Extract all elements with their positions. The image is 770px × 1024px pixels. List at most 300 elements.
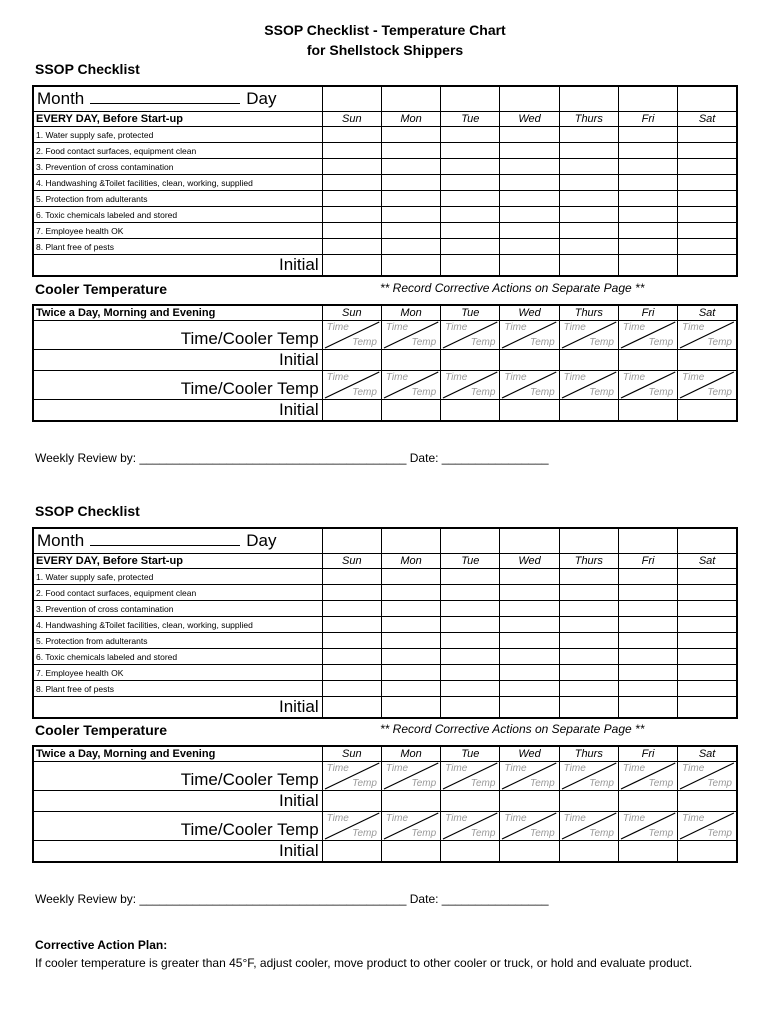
time-temp-cell-sun[interactable] [322, 762, 381, 791]
cooler-initial-sun-cell[interactable] [322, 400, 381, 422]
day-header-sat: Sat [678, 746, 737, 762]
checklist-item-row [33, 159, 737, 175]
time-hint: Time [504, 372, 527, 383]
time-hint: Time [385, 813, 409, 824]
cooler-initial-wed-cell[interactable] [500, 791, 559, 812]
month-blank-line[interactable] [90, 531, 240, 546]
initial-tue-cell[interactable] [441, 697, 500, 719]
checklist-item-row [33, 585, 737, 601]
cooler-initial-thurs-cell[interactable] [559, 841, 618, 863]
checklist-item-8-thurs-cell[interactable] [559, 239, 618, 255]
checklist-item-7-mon-cell[interactable] [381, 223, 440, 239]
month-row-thurs-cell[interactable] [559, 86, 618, 112]
initial-mon-cell[interactable] [381, 255, 440, 277]
checklist-item-7-wed-cell[interactable] [500, 223, 559, 239]
checklist-item-5-sat-cell[interactable] [678, 633, 737, 649]
checklist-item-label: 7. Employee health OK [33, 665, 322, 681]
time-temp-cell-thurs[interactable] [559, 371, 618, 400]
checklist-item-4-mon-cell[interactable] [381, 175, 440, 191]
cooler-initial-label: Initial [33, 791, 322, 812]
cooler-initial-sat-cell[interactable] [678, 400, 737, 422]
checklist-item-4-tue-cell[interactable] [441, 617, 500, 633]
day-header-fri: Fri [618, 305, 677, 321]
checklist-item-7-tue-cell[interactable] [441, 223, 500, 239]
time-hint: Time [622, 763, 646, 774]
time-temp-cell-sun[interactable] [322, 812, 381, 841]
time-temp-cell-fri[interactable] [618, 762, 677, 791]
ssop-checklist-title-2: SSOP Checklist [35, 503, 140, 519]
cooler-initial-tue-cell[interactable] [441, 350, 500, 371]
month-row [33, 528, 737, 554]
checklist-item-6-sun-cell[interactable] [322, 207, 381, 223]
temp-hint: Temp [411, 778, 437, 789]
checklist-item-2-sat-cell[interactable] [678, 585, 737, 601]
time-temp-cell-fri[interactable] [618, 812, 677, 841]
month-row-sun-cell[interactable] [322, 528, 381, 554]
checklist-item-7-thurs-cell[interactable] [559, 223, 618, 239]
checklist-item-7-thurs-cell[interactable] [559, 665, 618, 681]
cooler-initial-fri-cell[interactable] [618, 791, 677, 812]
initial-sun-cell[interactable] [322, 697, 381, 719]
cooler-initial-sun-cell[interactable] [322, 791, 381, 812]
checklist-item-2-tue-cell[interactable] [441, 585, 500, 601]
checklist-item-1-mon-cell[interactable] [381, 127, 440, 143]
checklist-item-2-sun-cell[interactable] [322, 143, 381, 159]
month-row-sun-cell[interactable] [322, 86, 381, 112]
checklist-item-3-wed-cell[interactable] [500, 159, 559, 175]
time-temp-cell-tue[interactable] [441, 321, 500, 350]
checklist-item-2-fri-cell[interactable] [618, 585, 677, 601]
cooler-initial-wed-cell[interactable] [500, 350, 559, 371]
day-header-tue: Tue [441, 112, 500, 127]
checklist-item-label: 1. Water supply safe, protected [33, 127, 322, 143]
checklist-item-8-tue-cell[interactable] [441, 681, 500, 697]
day-header-sun: Sun [322, 112, 381, 127]
cooler-initial-thurs-cell[interactable] [559, 350, 618, 371]
cooler-header-row [33, 746, 737, 762]
day-header-sat: Sat [678, 554, 737, 569]
cooler-initial-row [33, 841, 737, 863]
time-temp-cell-wed[interactable] [500, 762, 559, 791]
checklist-item-label: 3. Prevention of cross contamination [33, 159, 322, 175]
checklist-item-5-mon-cell[interactable] [381, 191, 440, 207]
checklist-item-6-wed-cell[interactable] [500, 207, 559, 223]
month-day-field [33, 86, 322, 112]
checklist-item-7-sat-cell[interactable] [678, 665, 737, 681]
cooler-initial-label: Initial [33, 400, 322, 422]
time-temp-cell-tue[interactable] [441, 762, 500, 791]
temp-hint: Temp [589, 387, 614, 398]
checklist-item-6-tue-cell[interactable] [441, 207, 500, 223]
time-temp-cell-sat[interactable] [678, 371, 737, 400]
checklist-item-3-thurs-cell[interactable] [559, 159, 618, 175]
time-temp-cell-sat[interactable] [678, 812, 737, 841]
month-blank-line[interactable] [90, 89, 240, 104]
checklist-item-5-wed-cell[interactable] [500, 191, 559, 207]
checklist-item-4-thurs-cell[interactable] [559, 617, 618, 633]
time-hint: Time [504, 322, 527, 333]
temp-hint: Temp [530, 778, 555, 789]
month-row-fri-cell[interactable] [618, 86, 677, 112]
checklist-item-label: 1. Water supply safe, protected [33, 569, 322, 585]
day-header-wed: Wed [500, 554, 559, 569]
time-temp-cell-wed[interactable] [500, 321, 559, 350]
initial-row [33, 255, 737, 277]
checklist-item-1-fri-cell[interactable] [618, 569, 677, 585]
checklist-item-6-sat-cell[interactable] [678, 649, 737, 665]
month-day-field [33, 528, 322, 554]
checklist-item-2-fri-cell[interactable] [618, 143, 677, 159]
cooler-initial-tue-cell[interactable] [441, 791, 500, 812]
checklist-item-row [33, 601, 737, 617]
checklist-item-row [33, 127, 737, 143]
checklist-item-3-tue-cell[interactable] [441, 159, 500, 175]
time-hint: Time [622, 372, 646, 383]
cooler-initial-mon-cell[interactable] [381, 791, 440, 812]
checklist-item-8-wed-cell[interactable] [500, 239, 559, 255]
month-row-tue-cell[interactable] [441, 86, 500, 112]
initial-thurs-cell[interactable] [559, 255, 618, 277]
temp-hint: Temp [352, 828, 377, 839]
checklist-item-8-tue-cell[interactable] [441, 239, 500, 255]
checklist-item-label: 4. Handwashing &Toilet facilities, clean, working, supplied [33, 175, 322, 191]
initial-tue-cell[interactable] [441, 255, 500, 277]
cooler-header-row [33, 305, 737, 321]
temp-hint: Temp [530, 337, 555, 348]
checklist-item-5-sun-cell[interactable] [322, 633, 381, 649]
temp-hint: Temp [411, 828, 437, 839]
checklist-item-3-sat-cell[interactable] [678, 159, 737, 175]
checklist-item-4-thurs-cell[interactable] [559, 175, 618, 191]
checklist-item-row [33, 665, 737, 681]
time-temp-cell-mon[interactable] [381, 812, 440, 841]
time-temp-cell-tue[interactable] [441, 371, 500, 400]
checklist-item-8-thurs-cell[interactable] [559, 681, 618, 697]
time-temp-cell-tue[interactable] [441, 812, 500, 841]
temp-hint: Temp [648, 387, 674, 398]
checklist-item-8-mon-cell[interactable] [381, 239, 440, 255]
temp-hint: Temp [530, 828, 555, 839]
checklist-item-4-tue-cell[interactable] [441, 175, 500, 191]
checklist-item-6-mon-cell[interactable] [381, 649, 440, 665]
cooler-initial-row [33, 350, 737, 371]
checklist-item-3-sat-cell[interactable] [678, 601, 737, 617]
time-hint: Time [385, 763, 409, 774]
temp-hint: Temp [648, 337, 674, 348]
checklist-item-row [33, 175, 737, 191]
checklist-item-8-wed-cell[interactable] [500, 681, 559, 697]
time-temp-cell-mon[interactable] [381, 762, 440, 791]
month-row-mon-cell[interactable] [381, 86, 440, 112]
day-header-wed: Wed [500, 112, 559, 127]
temp-hint: Temp [470, 337, 496, 348]
checklist-item-3-sun-cell[interactable] [322, 159, 381, 175]
cooler-initial-mon-cell[interactable] [381, 400, 440, 422]
time-hint: Time [385, 322, 409, 333]
cooler-initial-mon-cell[interactable] [381, 841, 440, 863]
time-temp-cell-fri[interactable] [618, 321, 677, 350]
checklist-item-1-sun-cell[interactable] [322, 569, 381, 585]
time-hint: Time [682, 322, 705, 333]
checklist-header: EVERY DAY, Before Start-up [33, 554, 322, 569]
checklist-item-label: 6. Toxic chemicals labeled and stored [33, 207, 322, 223]
checklist-item-2-sun-cell[interactable] [322, 585, 381, 601]
checklist-item-6-sat-cell[interactable] [678, 207, 737, 223]
checklist-item-5-tue-cell[interactable] [441, 633, 500, 649]
checklist-item-2-thurs-cell[interactable] [559, 585, 618, 601]
initial-mon-cell[interactable] [381, 697, 440, 719]
checklist-item-5-thurs-cell[interactable] [559, 191, 618, 207]
checklist-item-5-mon-cell[interactable] [381, 633, 440, 649]
checklist-item-3-tue-cell[interactable] [441, 601, 500, 617]
checklist-item-3-thurs-cell[interactable] [559, 601, 618, 617]
checklist-item-8-fri-cell[interactable] [618, 239, 677, 255]
checklist-item-4-wed-cell[interactable] [500, 175, 559, 191]
day-header-fri: Fri [618, 746, 677, 762]
initial-label: Initial [33, 697, 322, 719]
initial-sat-cell[interactable] [678, 697, 737, 719]
checklist-item-2-wed-cell[interactable] [500, 143, 559, 159]
cooler-initial-tue-cell[interactable] [441, 841, 500, 863]
initial-fri-cell[interactable] [618, 255, 677, 277]
initial-sun-cell[interactable] [322, 255, 381, 277]
month-row-mon-cell[interactable] [381, 528, 440, 554]
initial-row [33, 697, 737, 719]
initial-sat-cell[interactable] [678, 255, 737, 277]
checklist-item-4-mon-cell[interactable] [381, 617, 440, 633]
time-hint: Time [682, 372, 705, 383]
initial-wed-cell[interactable] [500, 697, 559, 719]
checklist-item-4-sun-cell[interactable] [322, 617, 381, 633]
checklist-item-8-sun-cell[interactable] [322, 239, 381, 255]
checklist-item-1-sun-cell[interactable] [322, 127, 381, 143]
checklist-item-6-mon-cell[interactable] [381, 207, 440, 223]
day-header-thurs: Thurs [559, 305, 618, 321]
month-row-sat-cell[interactable] [678, 86, 737, 112]
time-temp-cell-sat[interactable] [678, 321, 737, 350]
day-header-mon: Mon [381, 112, 440, 127]
temp-hint: Temp [589, 828, 614, 839]
cooler-initial-row [33, 400, 737, 422]
cooler-initial-fri-cell[interactable] [618, 350, 677, 371]
corrective-note-1: ** Record Corrective Actions on Separate Page ** [380, 281, 645, 295]
cooler-initial-fri-cell[interactable] [618, 400, 677, 422]
initial-thurs-cell[interactable] [559, 697, 618, 719]
time-hint: Time [326, 372, 349, 383]
checklist-item-6-thurs-cell[interactable] [559, 649, 618, 665]
checklist-item-1-fri-cell[interactable] [618, 127, 677, 143]
checklist-item-8-mon-cell[interactable] [381, 681, 440, 697]
temp-hint: Temp [352, 778, 377, 789]
checklist-item-6-thurs-cell[interactable] [559, 207, 618, 223]
day-header-sat: Sat [678, 305, 737, 321]
day-header-sun: Sun [322, 554, 381, 569]
checklist-item-7-fri-cell[interactable] [618, 223, 677, 239]
checklist-item-5-fri-cell[interactable] [618, 191, 677, 207]
time-hint: Time [622, 322, 646, 333]
checklist-item-6-sun-cell[interactable] [322, 649, 381, 665]
checklist-item-7-sun-cell[interactable] [322, 665, 381, 681]
day-header-tue: Tue [441, 305, 500, 321]
checklist-item-label: 5. Protection from adulterants [33, 633, 322, 649]
time-temp-cell-sun[interactable] [322, 321, 381, 350]
checklist-item-2-wed-cell[interactable] [500, 585, 559, 601]
checklist-item-7-wed-cell[interactable] [500, 665, 559, 681]
temp-hint: Temp [707, 828, 732, 839]
checklist-item-1-sat-cell[interactable] [678, 569, 737, 585]
time-hint: Time [504, 763, 527, 774]
corrective-action-plan-text: If cooler temperature is greater than 45°F, adjust cooler, move product to other cooler or truck, or hold and evaluate product. [35, 956, 693, 970]
checklist-item-4-wed-cell[interactable] [500, 617, 559, 633]
checklist-item-6-fri-cell[interactable] [618, 207, 677, 223]
time-hint: Time [445, 813, 468, 824]
checklist-item-5-sun-cell[interactable] [322, 191, 381, 207]
checklist-item-7-fri-cell[interactable] [618, 665, 677, 681]
checklist-item-label: 7. Employee health OK [33, 223, 322, 239]
checklist-item-7-sat-cell[interactable] [678, 223, 737, 239]
time-temp-cell-mon[interactable] [381, 321, 440, 350]
checklist-item-2-tue-cell[interactable] [441, 143, 500, 159]
month-row-wed-cell[interactable] [500, 86, 559, 112]
cooler-initial-fri-cell[interactable] [618, 841, 677, 863]
ssop-checklist-title-1: SSOP Checklist [35, 61, 140, 77]
month-row-wed-cell[interactable] [500, 528, 559, 554]
time-temp-cell-fri[interactable] [618, 371, 677, 400]
checklist-item-1-mon-cell[interactable] [381, 569, 440, 585]
checklist-item-1-thurs-cell[interactable] [559, 127, 618, 143]
checklist-item-8-sun-cell[interactable] [322, 681, 381, 697]
day-header-mon: Mon [381, 554, 440, 569]
month-row-sat-cell[interactable] [678, 528, 737, 554]
checklist-item-6-tue-cell[interactable] [441, 649, 500, 665]
cooler-initial-mon-cell[interactable] [381, 350, 440, 371]
cooler-initial-sat-cell[interactable] [678, 841, 737, 863]
checklist-item-3-mon-cell[interactable] [381, 159, 440, 175]
checklist-item-5-tue-cell[interactable] [441, 191, 500, 207]
checklist-item-2-mon-cell[interactable] [381, 143, 440, 159]
day-label: Day [246, 531, 277, 550]
checklist-item-2-thurs-cell[interactable] [559, 143, 618, 159]
time-temp-cell-wed[interactable] [500, 812, 559, 841]
checklist-item-5-wed-cell[interactable] [500, 633, 559, 649]
checklist-item-4-sun-cell[interactable] [322, 175, 381, 191]
time-hint: Time [445, 372, 468, 383]
checklist-item-6-wed-cell[interactable] [500, 649, 559, 665]
month-label: Month [37, 89, 85, 108]
cooler-initial-thurs-cell[interactable] [559, 400, 618, 422]
checklist-item-3-fri-cell[interactable] [618, 159, 677, 175]
time-temp-cell-mon[interactable] [381, 371, 440, 400]
time-temp-cell-thurs[interactable] [559, 812, 618, 841]
time-temp-cell-wed[interactable] [500, 371, 559, 400]
time-temp-cell-thurs[interactable] [559, 321, 618, 350]
temp-hint: Temp [530, 387, 555, 398]
checklist-item-3-wed-cell[interactable] [500, 601, 559, 617]
checklist-item-7-mon-cell[interactable] [381, 665, 440, 681]
checklist-item-3-sun-cell[interactable] [322, 601, 381, 617]
checklist-item-row [33, 191, 737, 207]
month-row-thurs-cell[interactable] [559, 528, 618, 554]
time-hint: Time [326, 763, 349, 774]
checklist-item-6-fri-cell[interactable] [618, 649, 677, 665]
cooler-initial-wed-cell[interactable] [500, 400, 559, 422]
time-cooler-temp-row [33, 371, 737, 400]
cooler-initial-wed-cell[interactable] [500, 841, 559, 863]
ssop-checklist-table-2 [32, 527, 738, 719]
month-label: Month [37, 531, 85, 550]
checklist-item-7-sun-cell[interactable] [322, 223, 381, 239]
time-hint: Time [326, 813, 349, 824]
temp-hint: Temp [648, 778, 674, 789]
cooler-initial-sun-cell[interactable] [322, 841, 381, 863]
day-header-thurs: Thurs [559, 554, 618, 569]
checklist-item-8-sat-cell[interactable] [678, 239, 737, 255]
checklist-item-label: 2. Food contact surfaces, equipment clean [33, 143, 322, 159]
time-temp-cell-sat[interactable] [678, 762, 737, 791]
checklist-item-7-tue-cell[interactable] [441, 665, 500, 681]
checklist-item-5-sat-cell[interactable] [678, 191, 737, 207]
checklist-item-4-sat-cell[interactable] [678, 175, 737, 191]
page-title-line-1: SSOP Checklist - Temperature Chart [264, 22, 506, 38]
checklist-item-8-fri-cell[interactable] [618, 681, 677, 697]
checklist-item-1-sat-cell[interactable] [678, 127, 737, 143]
checklist-item-1-wed-cell[interactable] [500, 569, 559, 585]
day-label: Day [246, 89, 277, 108]
cooler-initial-sat-cell[interactable] [678, 350, 737, 371]
weekly-review-line-2: Weekly Review by: ________________________________________ Date: ________________ [35, 892, 549, 906]
checklist-item-8-sat-cell[interactable] [678, 681, 737, 697]
month-row-fri-cell[interactable] [618, 528, 677, 554]
checklist-item-1-tue-cell[interactable] [441, 569, 500, 585]
checklist-item-4-fri-cell[interactable] [618, 175, 677, 191]
checklist-item-1-tue-cell[interactable] [441, 127, 500, 143]
checklist-item-2-mon-cell[interactable] [381, 585, 440, 601]
initial-wed-cell[interactable] [500, 255, 559, 277]
checklist-item-3-mon-cell[interactable] [381, 601, 440, 617]
temp-hint: Temp [470, 387, 496, 398]
checklist-item-row [33, 207, 737, 223]
checklist-item-2-sat-cell[interactable] [678, 143, 737, 159]
cooler-initial-tue-cell[interactable] [441, 400, 500, 422]
checklist-item-1-wed-cell[interactable] [500, 127, 559, 143]
checklist-item-1-thurs-cell[interactable] [559, 569, 618, 585]
checklist-item-3-fri-cell[interactable] [618, 601, 677, 617]
time-temp-cell-sun[interactable] [322, 371, 381, 400]
time-cooler-temp-label: Time/Cooler Temp [33, 812, 322, 841]
temp-hint: Temp [589, 337, 614, 348]
day-header-wed: Wed [500, 305, 559, 321]
checklist-item-label: 5. Protection from adulterants [33, 191, 322, 207]
checklist-item-5-thurs-cell[interactable] [559, 633, 618, 649]
month-row-tue-cell[interactable] [441, 528, 500, 554]
temp-hint: Temp [648, 828, 674, 839]
time-hint: Time [445, 322, 468, 333]
cooler-initial-sat-cell[interactable] [678, 791, 737, 812]
checklist-item-4-sat-cell[interactable] [678, 617, 737, 633]
day-header-fri: Fri [618, 112, 677, 127]
checklist-item-4-fri-cell[interactable] [618, 617, 677, 633]
cooler-initial-thurs-cell[interactable] [559, 791, 618, 812]
time-temp-cell-thurs[interactable] [559, 762, 618, 791]
time-cooler-temp-label: Time/Cooler Temp [33, 371, 322, 400]
checklist-item-5-fri-cell[interactable] [618, 633, 677, 649]
day-header-sat: Sat [678, 112, 737, 127]
cooler-temperature-table-1 [32, 304, 738, 422]
initial-fri-cell[interactable] [618, 697, 677, 719]
cooler-header: Twice a Day, Morning and Evening [33, 305, 322, 321]
day-header-thurs: Thurs [559, 112, 618, 127]
cooler-initial-sun-cell[interactable] [322, 350, 381, 371]
